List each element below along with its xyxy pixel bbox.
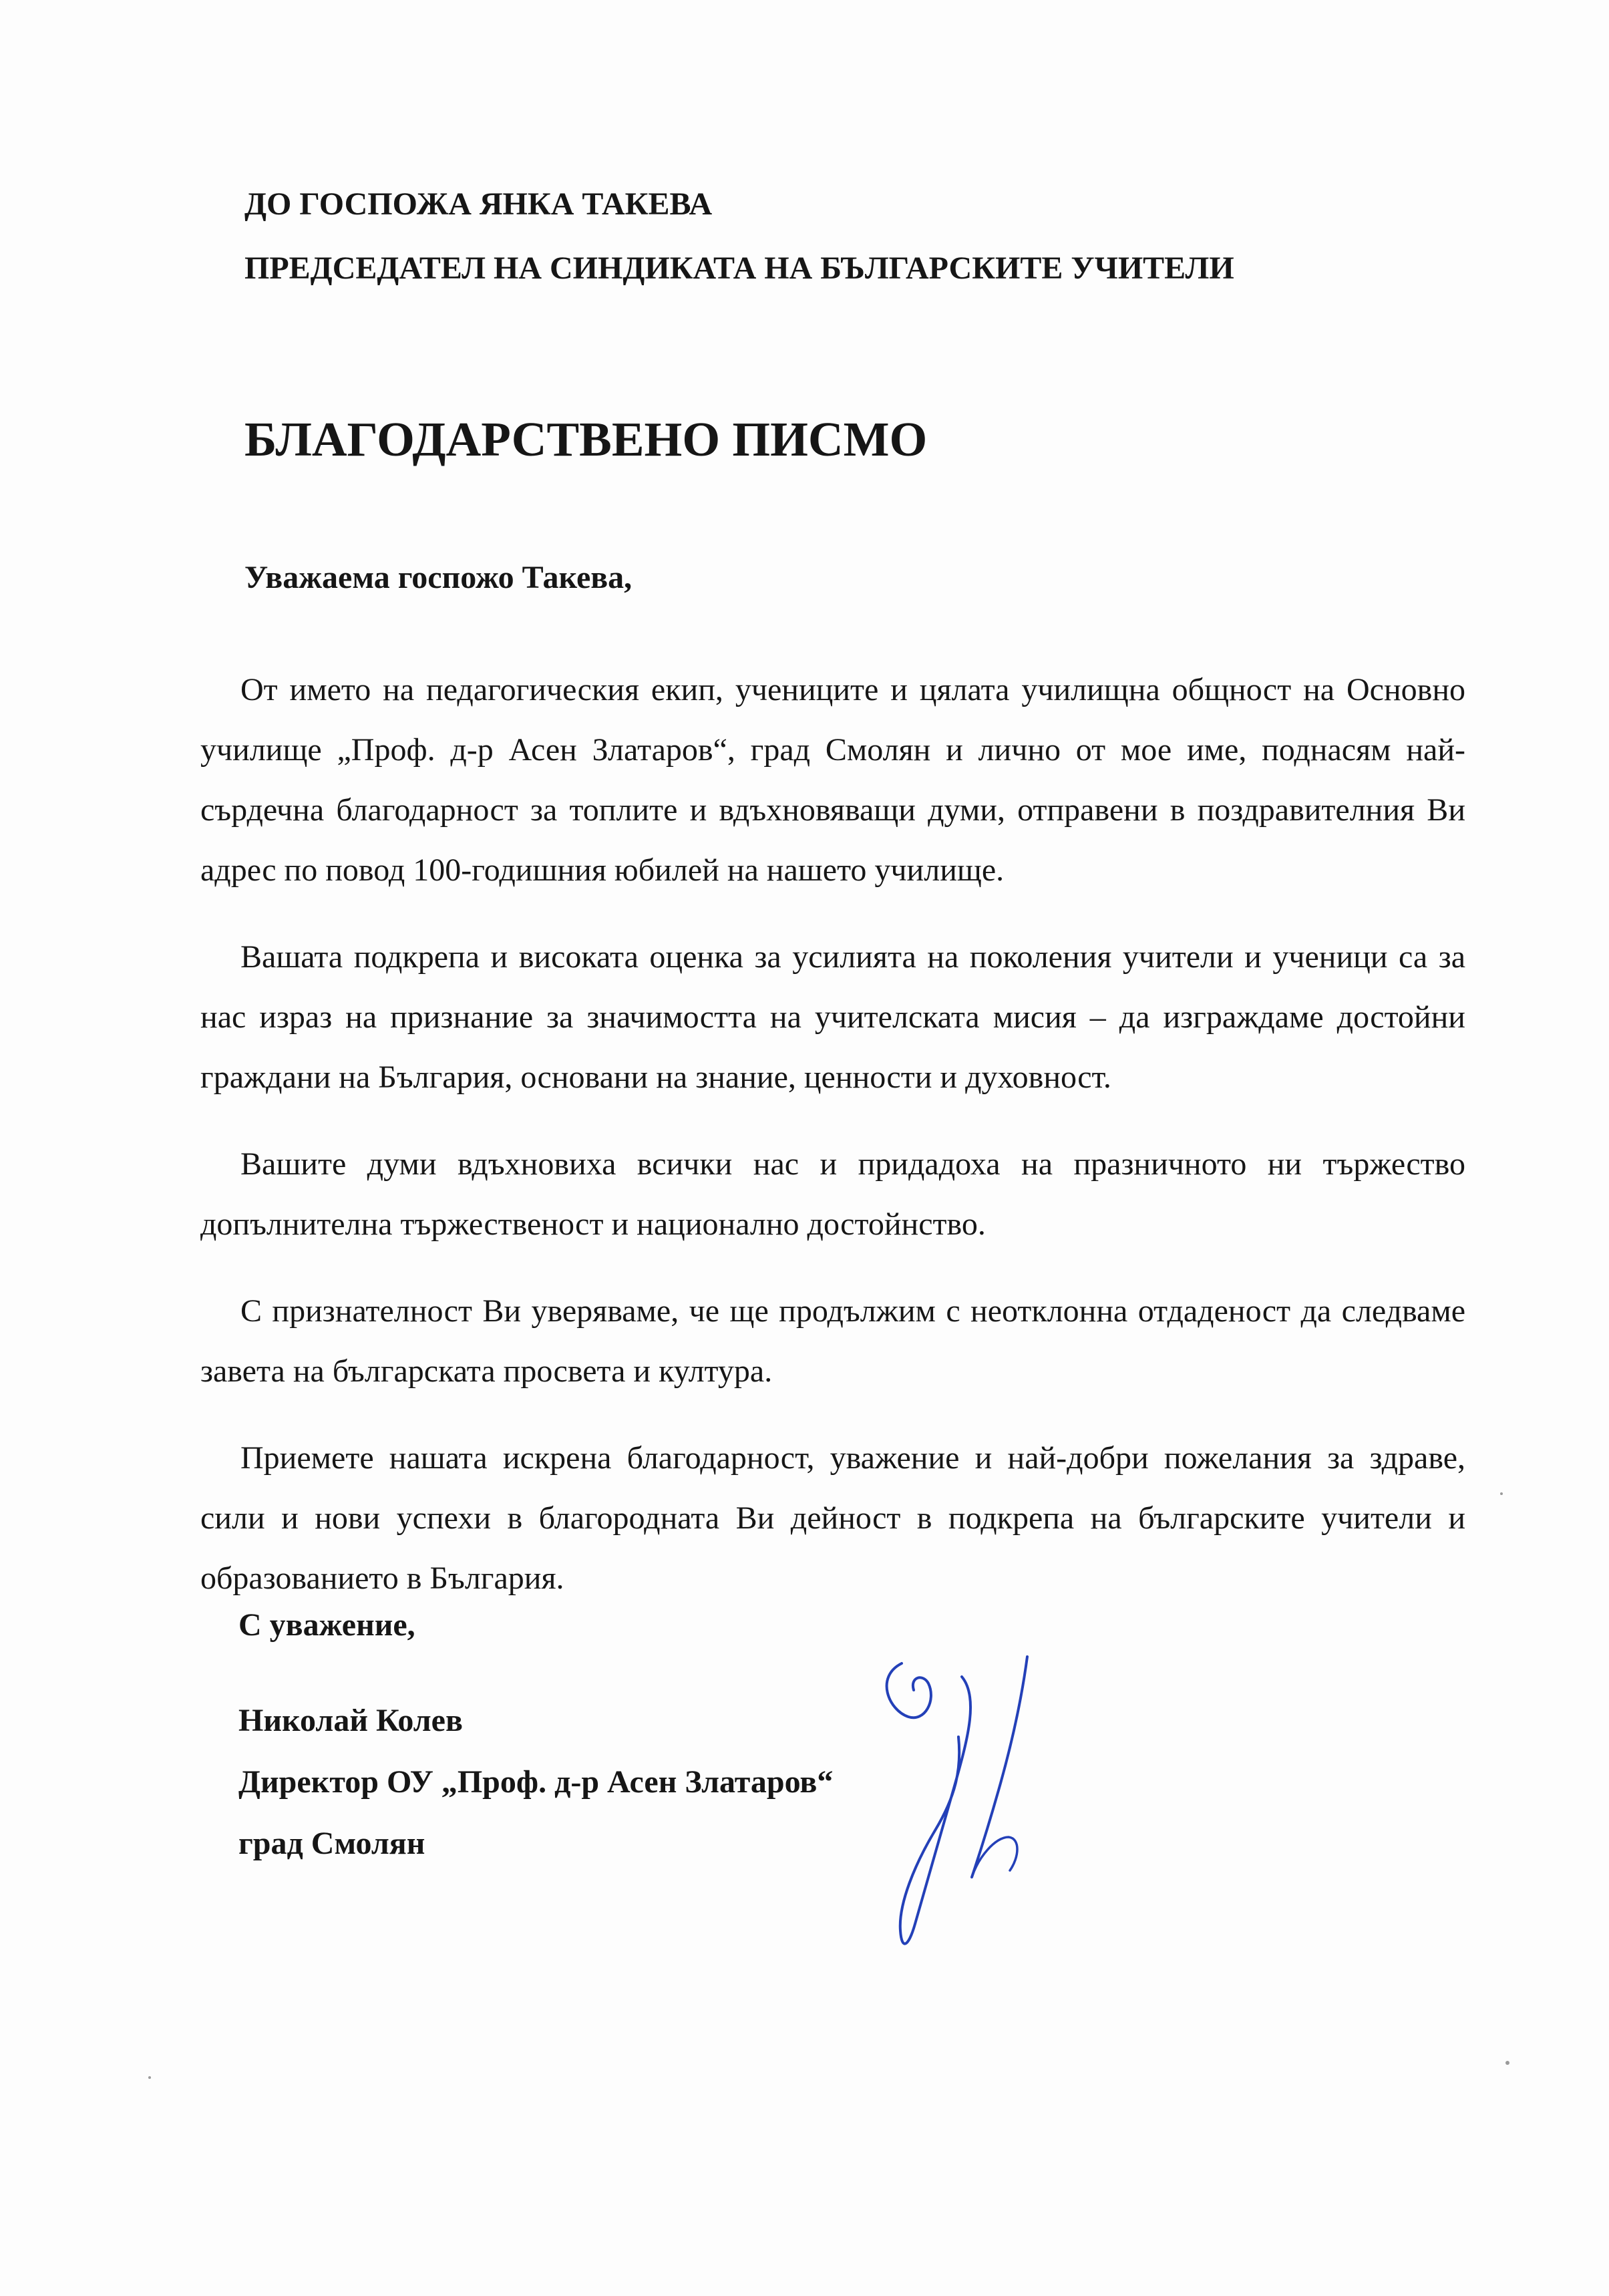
handwritten-signature	[862, 1637, 1102, 1957]
addressee-position: ПРЕДСЕДАТЕЛ НА СИНДИКАТА НА БЪЛГАРСКИТЕ УЧИТЕЛИ	[244, 251, 1234, 286]
scan-speck	[148, 2076, 151, 2079]
signer-name: Николай Колев	[238, 1703, 463, 1738]
paragraph-5: Приемете нашата искрена благодарност, уважение и най-добри пожелания за здраве, сили и нови успехи в благородната Ви дейност в подкрепа на българските учители и образованието в България.	[200, 1440, 1465, 1596]
signer-block	[238, 1690, 833, 1874]
letter-title: БЛАГОДАРСТВЕНО ПИСМО	[244, 412, 928, 466]
paragraph-4: С признателност Ви уверяваме, че ще продължим с неотклонна отдаденост да следваме завета на българската просвета и култура.	[200, 1293, 1465, 1389]
paragraph-3: Вашите думи вдъхновиха всички нас и придадоха на празничното ни тържество допълнителна тържественост и национално достойнство.	[200, 1146, 1465, 1242]
salutation: Уважаема госпожо Такева,	[244, 560, 633, 595]
signer-city: град Смолян	[238, 1826, 425, 1861]
paragraph-2: Вашата подкрепа и високата оценка за усилията на поколения учители и ученици са за нас израз на признание за значимостта на учителската мисия – да изграждаме достойни граждани на България, основани на знание, ценности и духовност.	[200, 939, 1465, 1095]
signer-position: Директор ОУ „Проф. д-р Асен Златаров“	[238, 1764, 834, 1800]
letter-body	[200, 660, 1465, 1635]
scan-speck	[1505, 2061, 1509, 2065]
addressee-block	[244, 172, 1234, 301]
closing-phrase: С уважение,	[238, 1607, 415, 1643]
addressee-name: ДО ГОСПОЖА ЯНКА ТАКЕВА	[244, 186, 713, 222]
scan-speck	[1500, 1492, 1503, 1495]
paragraph-1: От името на педагогическия екип, учениците и цялата училищна общност на Основно училище „Проф. д-р Асен Златаров“, град Смолян и лично от мое име, поднасям най-сърдечна благодарност за топлите и вдъхновяващи думи, отправени в поздравителния Ви адрес по повод 100-годишния юбилей на нашето училище.	[200, 672, 1465, 888]
